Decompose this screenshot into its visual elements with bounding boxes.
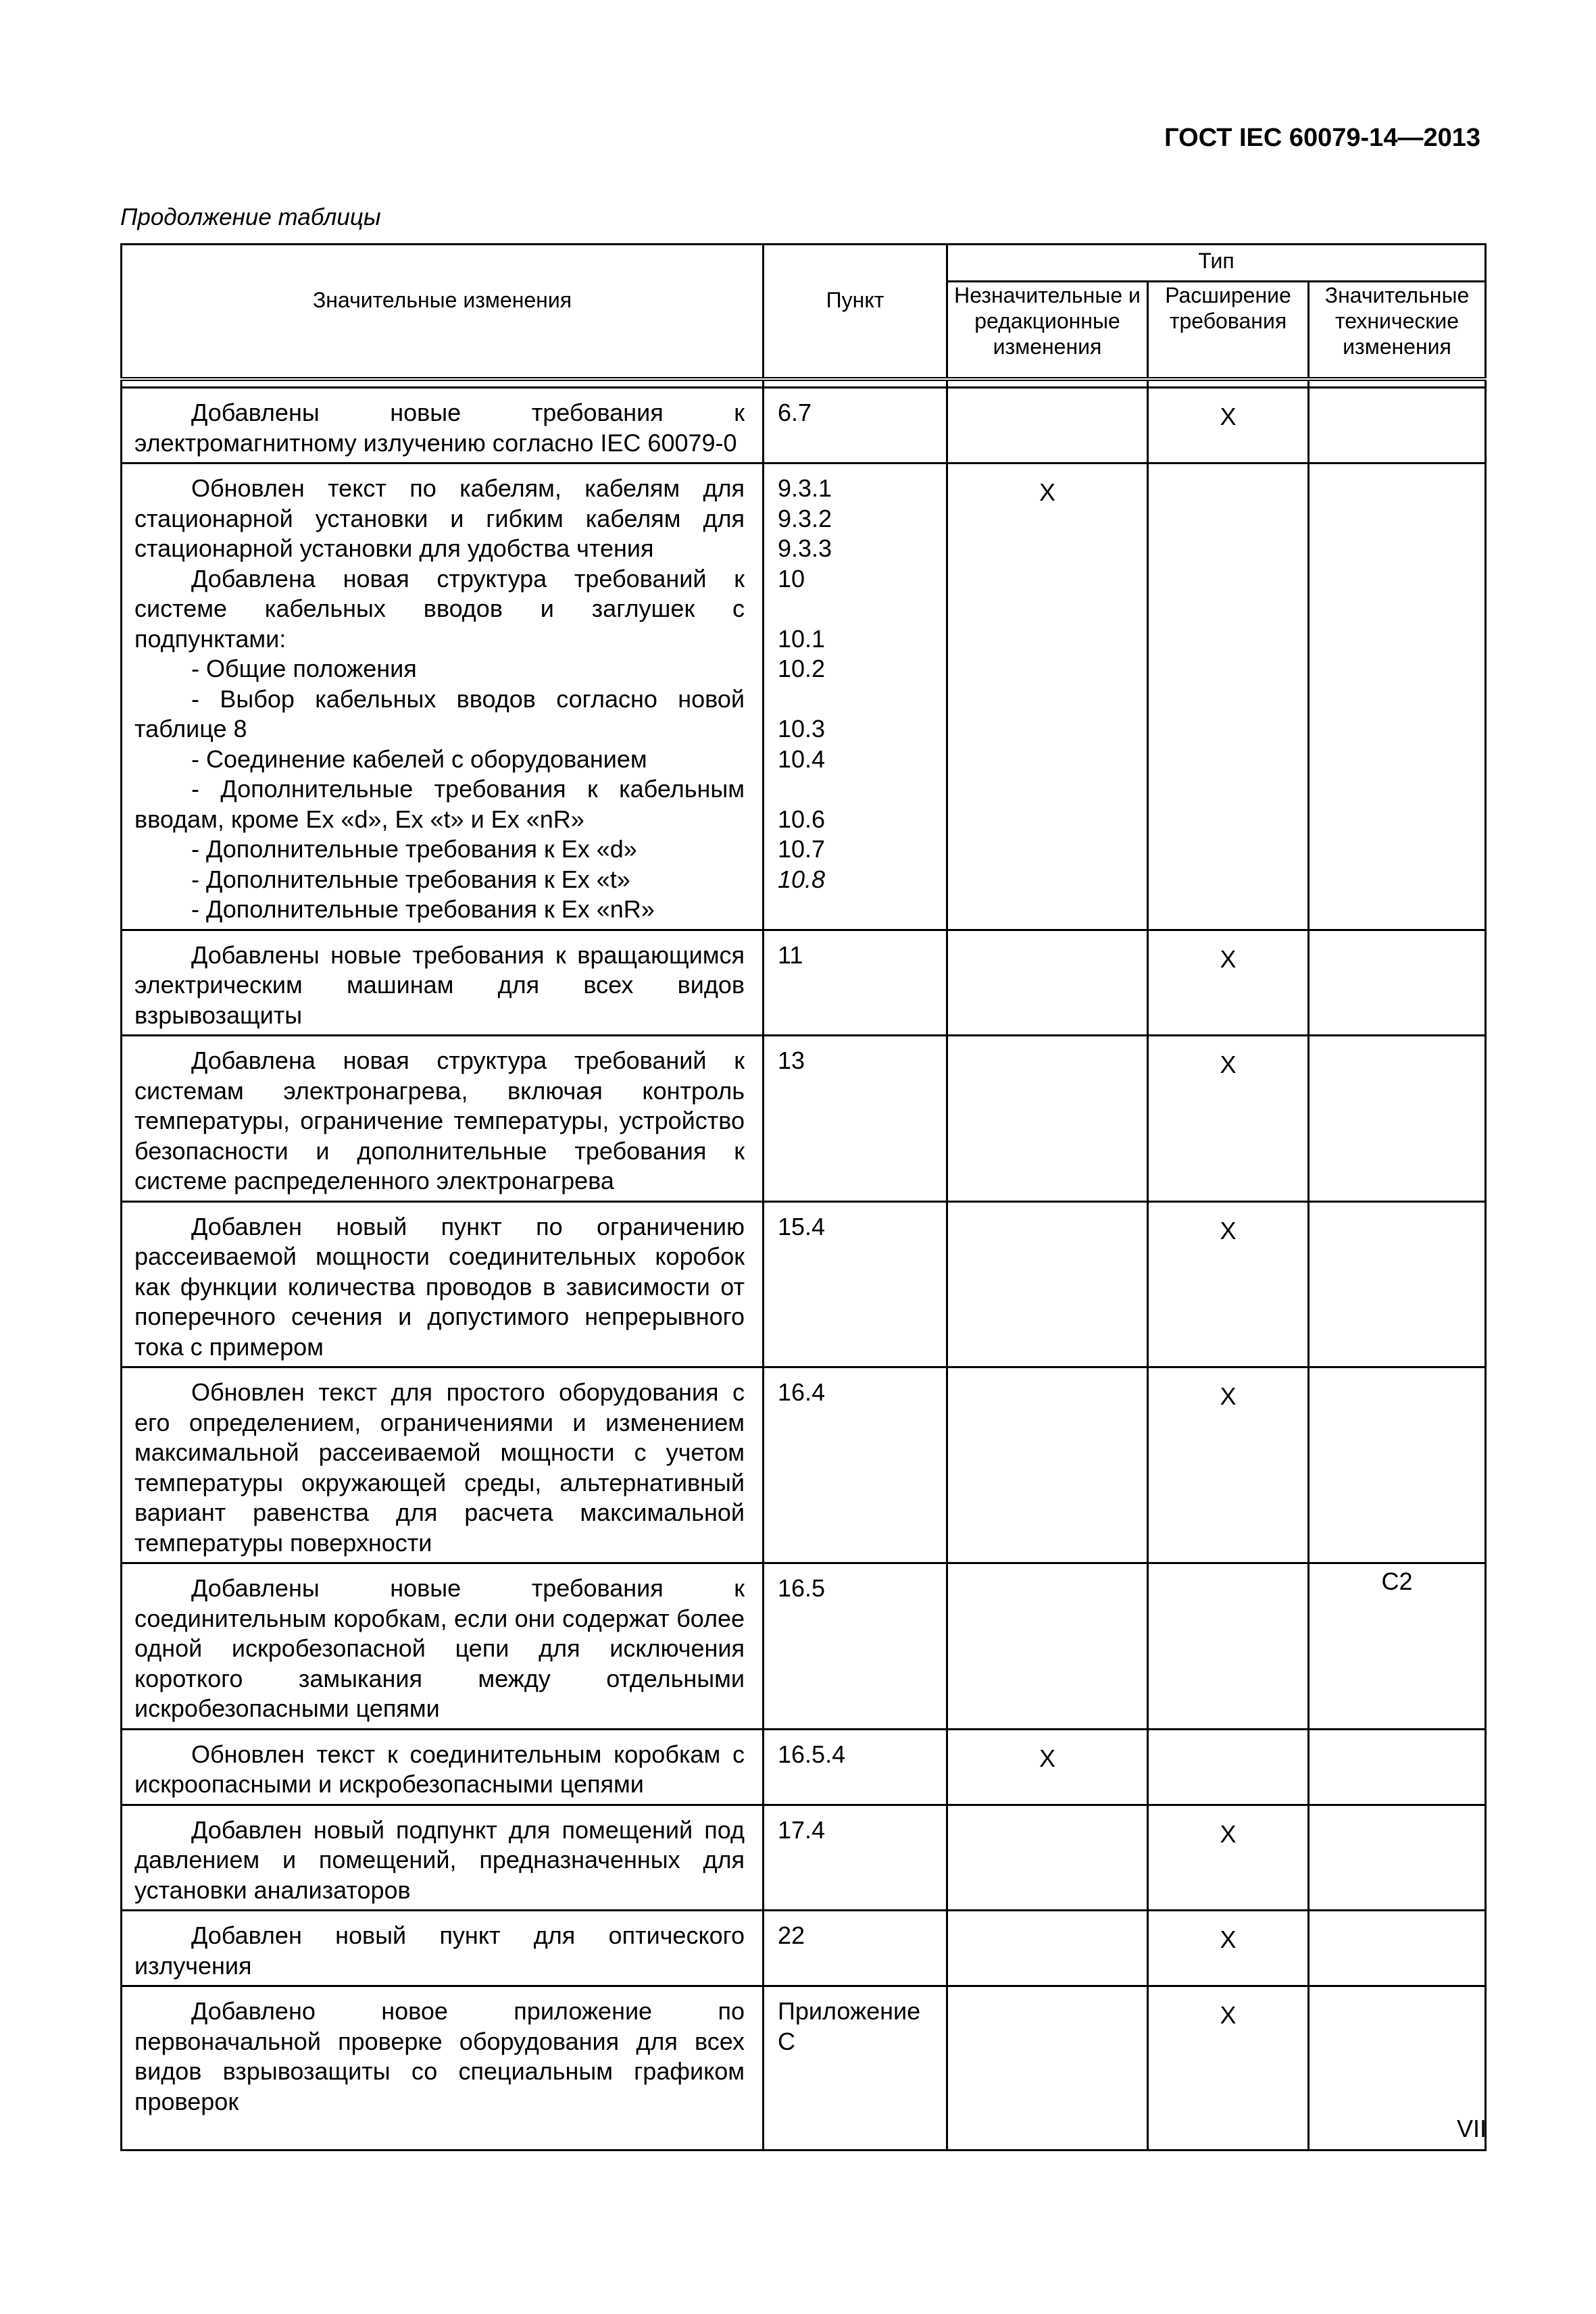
- clause-number: 9.3.1: [778, 474, 832, 502]
- change-description: Добавлен новый пункт по ограничению рассеиваемой мощности соединительных коробок как функции количества проводов в зависимости от поперечного сечения и допустимого непрерывного тока с примером: [134, 1212, 745, 1361]
- change-description: Добавлена новая структура требований к системе кабельных вводов и заглушек с подпунктами:: [134, 564, 745, 653]
- sub-item: - Дополнительные требования к Ex «nR»: [191, 895, 655, 923]
- minor-mark: [947, 1563, 1148, 1730]
- table-row: [122, 1911, 1486, 1986]
- extension-mark: X: [1148, 930, 1309, 1036]
- clause-number: 10.4: [778, 745, 826, 773]
- change-description: Добавлены новые требования к соединительным коробкам, если они содержат более одной искробезопасной цепи для исключения короткого замыкания между отдельными искробезопасными цепями: [134, 1574, 745, 1722]
- minor-mark: [947, 1911, 1148, 1986]
- column-header-significant-changes: Значительные изменения: [122, 245, 764, 380]
- column-header-minor-editorial: Незначительные и редакционные изменения: [947, 282, 1148, 380]
- clause-number: 10.2: [778, 655, 826, 682]
- major-mark: [1309, 1729, 1486, 1805]
- table-row: [122, 1729, 1486, 1805]
- table-row: [122, 1036, 1486, 1202]
- clause-cell: [764, 463, 947, 930]
- document-code-header: ГОСТ IEC 60079-14—2013: [1164, 124, 1480, 152]
- header-separator-row: [122, 379, 1486, 388]
- column-header-extension: Расширение требования: [1148, 282, 1309, 380]
- extension-mark: X: [1148, 1986, 1309, 2150]
- clause-cell: 13: [764, 1036, 947, 1202]
- change-description: Обновлен текст для простого оборудования с его определением, ограничениями и изменением максимальной рассеиваемой мощности с учетом температуры окружающей среды, альтернативный вариант равенства для расчета максимальной температуры поверхности: [134, 1378, 745, 1557]
- clause-spacer: [778, 774, 934, 805]
- major-mark: [1309, 463, 1486, 930]
- clause-cell: 16.4: [764, 1367, 947, 1563]
- minor-mark: [947, 930, 1148, 1036]
- change-description: Добавлены новые требования к электромагнитному излучению согласно IEC 60079-0: [134, 399, 745, 457]
- minor-mark: [947, 1986, 1148, 2150]
- clause-cell: 11: [764, 930, 947, 1036]
- major-mark: [1309, 1036, 1486, 1202]
- major-mark: [1309, 930, 1486, 1036]
- page-number: VII: [1456, 2115, 1487, 2142]
- clause-cell: 17.4: [764, 1805, 947, 1911]
- extension-mark: [1148, 1563, 1309, 1730]
- major-mark: C2: [1309, 1563, 1486, 1730]
- clause-number: 10: [778, 564, 805, 593]
- column-header-major-technical: Значительные технические изменения: [1309, 282, 1486, 380]
- clause-number: 9.3.2: [778, 504, 832, 532]
- extension-mark: X: [1148, 1805, 1309, 1911]
- changes-table: [120, 243, 1487, 2151]
- change-description: Обновлен текст к соединительным коробкам с искроопасными и искробезопасными цепями: [134, 1740, 745, 1798]
- extension-mark: [1148, 463, 1309, 930]
- sub-item: - Общие положения: [191, 655, 417, 682]
- clause-cell: 22: [764, 1911, 947, 1986]
- table-row: [122, 1805, 1486, 1911]
- minor-mark: X: [947, 1729, 1148, 1805]
- table-row: [122, 388, 1486, 463]
- minor-mark: [947, 1201, 1148, 1367]
- change-description: Добавлен новый пункт для оптического излучения: [134, 1921, 745, 1980]
- sub-item: - Выбор кабельных вводов согласно новой таблице 8: [134, 684, 745, 743]
- clause-cell: Приложение С: [764, 1986, 947, 2150]
- clause-number: 10.1: [778, 624, 826, 653]
- minor-mark: [947, 1805, 1148, 1911]
- clause-number: 10.3: [778, 715, 826, 743]
- change-description: Добавлено новое приложение по первоначальной проверке оборудования для всех видов взрывозащиты со специальным графиком проверок: [134, 1997, 745, 2115]
- major-mark: [1309, 1201, 1486, 1367]
- table-row: [122, 463, 1486, 930]
- sub-item: - Дополнительные требования к Ex «t»: [191, 865, 630, 893]
- major-mark: [1309, 1367, 1486, 1563]
- minor-mark: [947, 1036, 1148, 1202]
- clause-number: 10.7: [778, 835, 826, 863]
- minor-mark: [947, 388, 1148, 463]
- clause-cell: 6.7: [764, 388, 947, 463]
- change-description: Добавлен новый подпункт для помещений под давлением и помещений, предназначенных для установки анализаторов: [134, 1815, 745, 1904]
- extension-mark: X: [1148, 1036, 1309, 1202]
- clause-cell: 16.5: [764, 1563, 947, 1730]
- table-row: [122, 1986, 1486, 2150]
- change-description: Добавлена новая структура требований к системам электронагрева, включая контроль температуры, ограничение температуры, устройство безопасности и дополнительные требования к системе распределенного электронагрева: [134, 1047, 745, 1194]
- change-description: Обновлен текст по кабелям, кабелям для стационарной установки и гибким кабелям для стационарной установки для удобства чтения: [134, 474, 745, 562]
- sub-item: - Дополнительные требования к Ex «d»: [191, 835, 637, 863]
- column-header-clause: Пункт: [764, 245, 947, 380]
- extension-mark: X: [1148, 1201, 1309, 1367]
- clause-number: 10.8: [778, 865, 826, 893]
- table-row: [122, 1367, 1486, 1563]
- sub-item: - Дополнительные требования к кабельным вводам, кроме Ex «d», Ex «t» и Ex «nR»: [134, 775, 745, 833]
- table-row: [122, 1563, 1486, 1730]
- extension-mark: X: [1148, 388, 1309, 463]
- extension-mark: X: [1148, 1911, 1309, 1986]
- column-header-type: Тип: [947, 245, 1486, 282]
- clause-number: 10.6: [778, 805, 826, 833]
- extension-mark: X: [1148, 1367, 1309, 1563]
- major-mark: [1309, 388, 1486, 463]
- clause-cell: 15.4: [764, 1201, 947, 1367]
- sub-item: - Соединение кабелей с оборудованием: [191, 745, 647, 773]
- minor-mark: X: [947, 463, 1148, 930]
- table-continuation-caption: Продолжение таблицы: [120, 204, 381, 230]
- major-mark: [1309, 1805, 1486, 1911]
- clause-spacer: [778, 684, 934, 715]
- change-description: Добавлены новые требования к вращающимся электрическим машинам для всех видов взрывозащиты: [134, 940, 745, 1029]
- major-mark: [1309, 1911, 1486, 1986]
- extension-mark: [1148, 1729, 1309, 1805]
- minor-mark: [947, 1367, 1148, 1563]
- clause-spacer: [778, 594, 934, 624]
- table-row: [122, 930, 1486, 1036]
- clause-number: 9.3.3: [778, 534, 832, 562]
- clause-cell: 16.5.4: [764, 1729, 947, 1805]
- table-row: [122, 1201, 1486, 1367]
